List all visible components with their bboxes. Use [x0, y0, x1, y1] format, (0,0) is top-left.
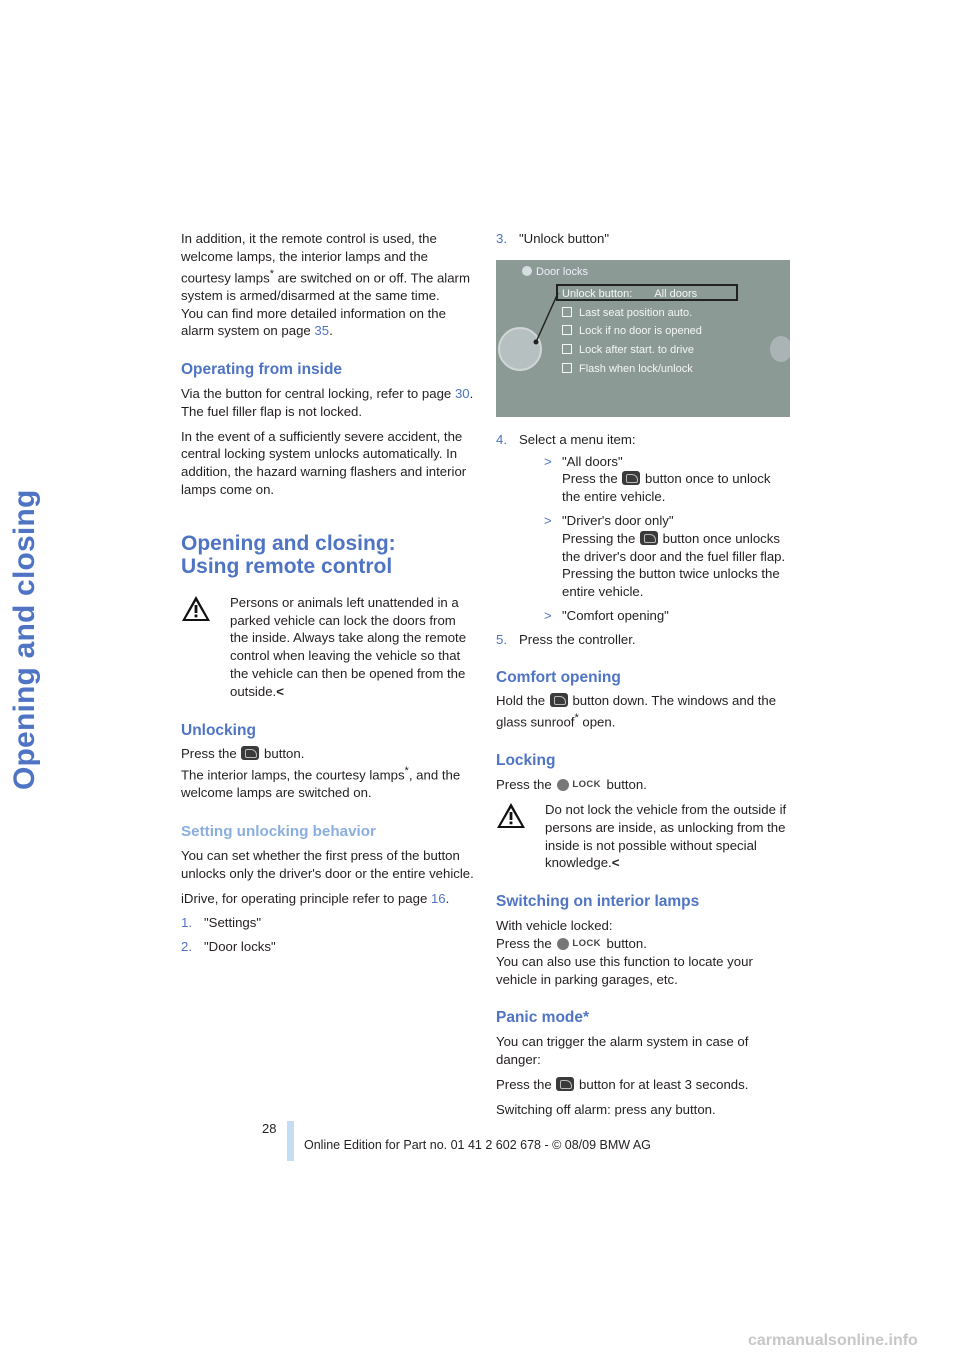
sub-item-comfort-opening: > "Comfort opening"	[544, 607, 669, 623]
setting-p2: iDrive, for operating principle refer to page 16.	[181, 890, 450, 906]
steps-list-left	[181, 914, 475, 956]
watermark[interactable]: carmanualsonline.info	[748, 1332, 918, 1349]
locking-paragraph: Press the LOCK button.	[496, 777, 647, 793]
menu-row: Lock after start. to drive	[562, 342, 694, 360]
panic-p1: You can trigger the alarm system in case of danger:	[496, 1034, 749, 1067]
menu-row-unlock-button: Unlock button: All doors	[562, 287, 698, 300]
chapter-title: Opening and closing	[8, 489, 41, 790]
footer-edition: Online Edition for Part no. 01 41 2 602 678 - © 08/09 BMW AG	[304, 1138, 651, 1152]
panic-button-icon	[556, 1077, 574, 1091]
leader-line	[496, 260, 790, 417]
warning-persons-inside: Do not lock the vehicle from the outside if persons are inside, as unlocking from the inside is not possible without special knowledge.<	[496, 801, 790, 872]
list-item: 3. "Unlock button"	[496, 231, 610, 246]
warning-triangle-icon	[181, 595, 211, 622]
unlock-button-icon	[640, 531, 658, 545]
operating-inside-p1: Via the button for central locking, refer to page 30. The fuel filler flap is not locked.	[181, 385, 474, 419]
setting-p1: You can set whether the first press of the button unlocks only the driver's door or the entire vehicle.	[181, 847, 474, 881]
door-locks-screen-image	[496, 260, 790, 417]
section-heading: Opening and closing: Using remote control	[181, 531, 396, 578]
list-item: 2. "Door locks"	[181, 939, 276, 955]
heading-setting-unlocking: Setting unlocking behavior	[181, 823, 376, 841]
intro-paragraph: In addition, it the remote control is used, the welcome lamps, the interior lamps and the courtesy lamps* are switched on or off. The alarm system is armed/disarmed at the same time. You can find more detailed information on the alarm system on page 35.	[181, 231, 470, 339]
warning-triangle-icon	[496, 802, 526, 829]
page-link-35[interactable]: 35	[314, 323, 330, 339]
unlock-button-icon	[550, 693, 568, 707]
steps-list-right	[496, 431, 790, 649]
unlock-button-icon	[241, 746, 259, 760]
left-column	[181, 230, 475, 962]
operating-inside-p2: In the event of a sufficiently severe accident, the central locking system unlocks automatically. In addition, the hazard warning flashers and interior lamps come on.	[181, 428, 467, 497]
list-item: 5. Press the controller.	[496, 631, 636, 647]
page-number: 28	[262, 1121, 277, 1136]
panic-p3: Switching off alarm: press any button.	[496, 1101, 716, 1117]
comfort-paragraph: Hold the button down. The windows and the glass sunroof* open.	[496, 693, 777, 730]
list-item: 4. Select a menu item: > "All doors" Press the button once to unlock the entire vehicle. > "Driver's door only" Pressing the button once unlocks the driver's door and the fuel filler flap. Pressing the button twice unlocks the entire vehicle. > "Comfort opening"	[496, 431, 790, 625]
heading-switching-interior-lamps: Switching on interior lamps	[496, 893, 700, 911]
lock-button-icon: LOCK	[557, 935, 601, 953]
sub-list	[539, 453, 790, 625]
steps-list-step3	[496, 230, 790, 248]
page-link-16[interactable]: 16	[430, 890, 446, 906]
page-link-30[interactable]: 30	[454, 385, 470, 401]
heading-operating-inside: Operating from inside	[181, 361, 343, 379]
heading-locking: Locking	[496, 752, 556, 770]
heading-unlocking: Unlocking	[181, 721, 256, 739]
lock-button-icon: LOCK	[557, 776, 601, 794]
heading-panic-mode: Panic mode*	[496, 1009, 590, 1027]
menu-row: Lock if no door is opened	[562, 323, 702, 341]
right-column	[496, 230, 790, 1125]
screen-title: Door locks	[536, 265, 588, 278]
switching-paragraph: With vehicle locked: Press the LOCK button. You can also use this function to locate your vehicle in parking garages, etc.	[496, 918, 753, 987]
list-item: 1. "Settings"	[181, 915, 262, 931]
menu-row: Last seat position auto.	[562, 305, 692, 323]
warning-unattended: Persons or animals left unattended in a parked vehicle can lock the doors from the inside. Always take along the remote control when leaving the vehicle so that the vehicle can then be opened from the outside.<	[181, 594, 475, 701]
footer-bar	[287, 1121, 294, 1161]
unlock-button-icon	[622, 471, 640, 485]
unlocking-p1: Press the button. The interior lamps, the courtesy lamps*, and the welcome lamps are switched on.	[181, 746, 461, 801]
sub-item-all-doors: > "All doors" Press the button once to unlock the entire vehicle.	[544, 453, 771, 505]
heading-comfort-opening: Comfort opening	[496, 668, 621, 686]
panic-p2: Press the button for at least 3 seconds.	[496, 1076, 749, 1092]
sub-item-drivers-door: > "Driver's door only" Pressing the button once unlocks the driver's door and the fuel filler flap. Pressing the button twice unlocks the entire vehicle.	[544, 512, 786, 600]
menu-row: Flash when lock/unlock	[562, 361, 693, 379]
